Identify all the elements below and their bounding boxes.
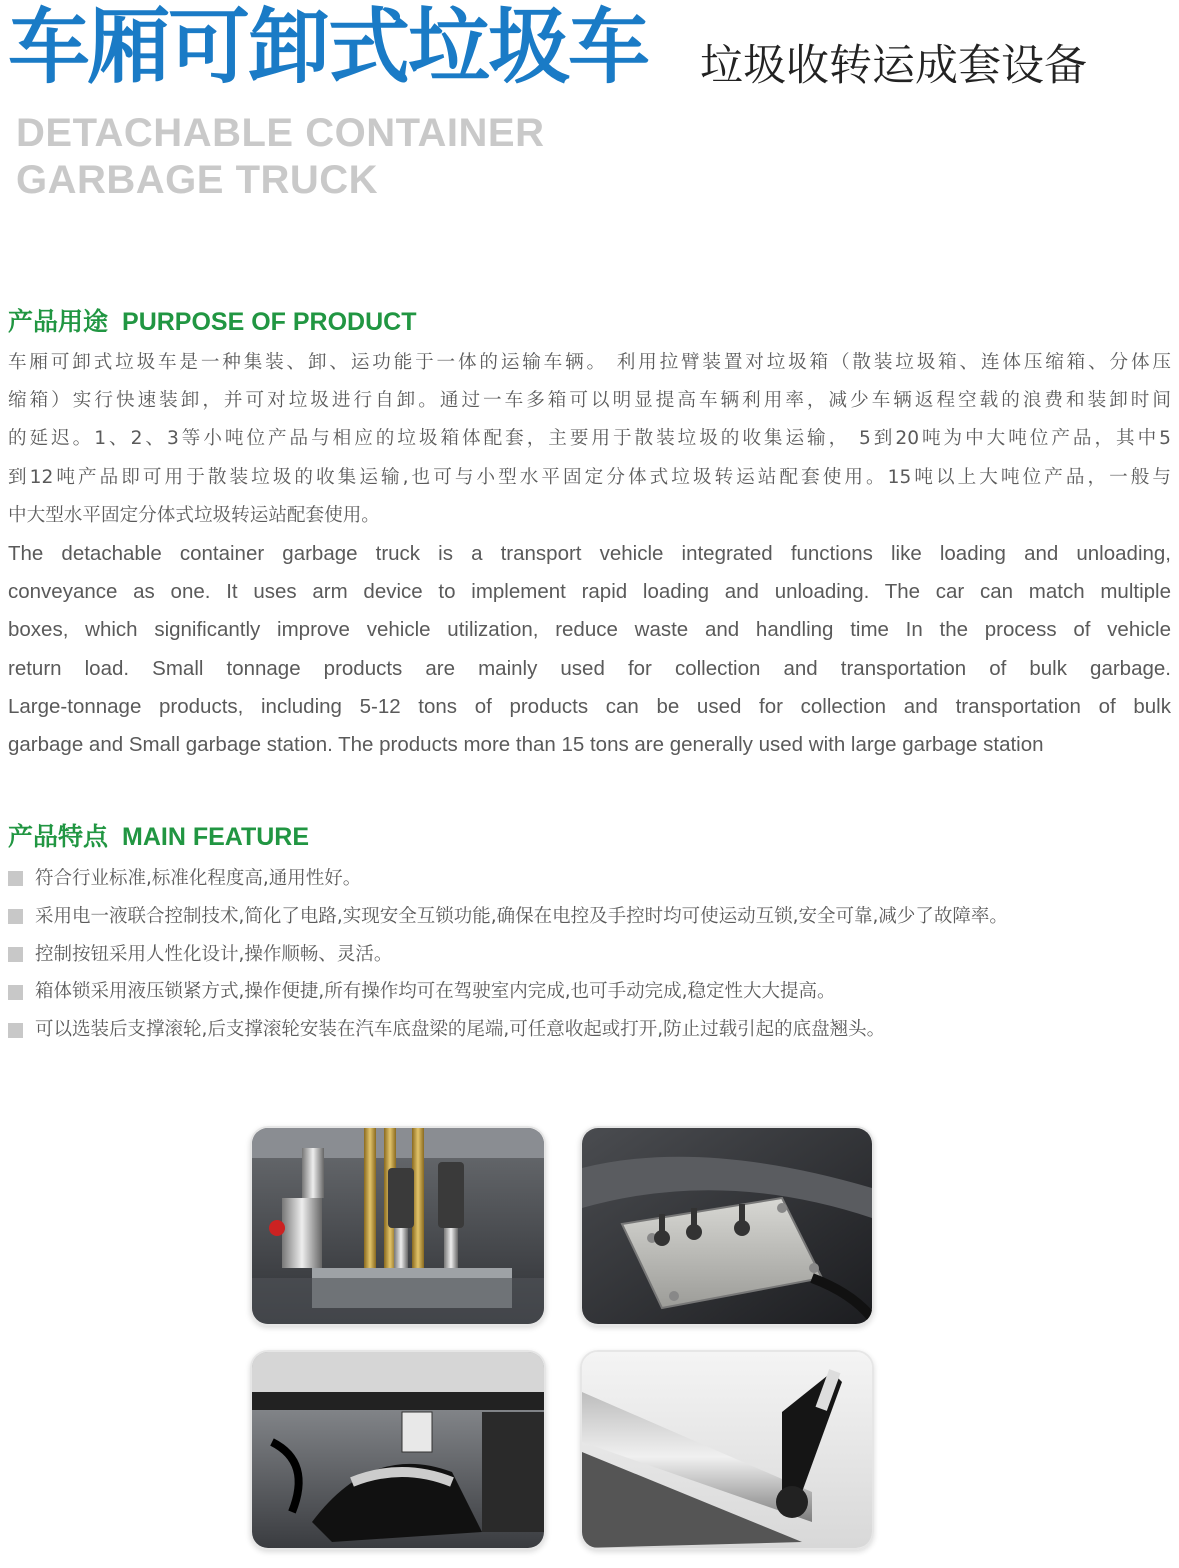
paragraph-line: 缩箱）实行快速装卸，并可对垃圾进行自卸。通过一车多箱可以明显提高车辆利用率，减少车辆返程空载的浪费和装卸时间 [8,390,1171,412]
english-title-line-1: DETACHABLE CONTAINER [16,111,545,155]
paragraph-line: 中大型水平固定分体式垃圾转运站配套使用。 [8,504,380,526]
paragraph-line: 的延迟。1、2、3等小吨位产品与相应的垃圾箱体配套，主要用于散装垃圾的收集运输， 5到20吨为中大吨位产品，其中5 [8,428,1171,450]
feature-heading-en: MAIN FEATURE [122,823,310,851]
feature-list [8,860,1008,1049]
list-item [8,898,1008,936]
purpose-heading [8,306,417,338]
page-title: 车厢可卸式垃圾车 [8,0,649,95]
list-item [8,1011,1008,1049]
paragraph-line: boxes, which significantly improve vehicle utilization, reduce waste and handling time In the process of vehicle [8,618,1171,642]
english-title-line-2: GARBAGE TRUCK [16,158,379,202]
purpose-text-en [8,535,1171,764]
square-bullet-icon [8,871,23,886]
paragraph-line: 车厢可卸式垃圾车是一种集装、卸、运功能于一体的运输车辆。 利用拉臂装置对垃圾箱（散装垃圾箱、连体压缩箱、分体压 [8,352,1171,373]
feature-heading-cn: 产品特点 [8,822,109,851]
control-switch-box-photo [580,1126,874,1326]
list-item [8,936,1008,974]
square-bullet-icon [8,909,23,924]
english-title [16,110,545,204]
list-item [8,860,1008,898]
square-bullet-icon [8,985,23,1000]
purpose-heading-en: PURPOSE OF PRODUCT [122,308,417,336]
paragraph-line: Large-tonnage products, including 5-12 tons of products can be used for collection and transportation of bulk [8,694,1171,718]
paragraph-line: conveyance as one. It uses arm device to implement rapid loading and unloading. The car can match multiple [8,580,1171,604]
square-bullet-icon [8,1023,23,1038]
feature-text: 控制按钮采用人性化设计,操作顺畅、灵活。 [35,943,393,965]
square-bullet-icon [8,947,23,962]
purpose-heading-cn: 产品用途 [8,307,109,336]
paragraph-line: The detachable container garbage truck is a transport vehicle integrated functions like loading and unloading, [8,542,1171,565]
list-item [8,973,1008,1011]
hydraulic-valve-photo [250,1126,546,1326]
purpose-text-cn [8,344,1171,535]
page-subtitle: 垃圾收转运成套设备 [700,41,1087,91]
feature-text: 采用电一液联合控制技术,简化了电路,实现安全互锁功能,确保在电控及手控时均可使运动互锁,安全可靠,减少了故障率。 [35,905,1008,927]
hydraulic-lock-photo [250,1350,546,1550]
feature-text: 箱体锁采用液压锁紧方式,操作便捷,所有操作均可在驾驶室内完成,也可手动完成,稳定性大大提高。 [35,981,836,1003]
support-roller-photo [580,1350,874,1550]
paragraph-line: return load. Small tonnage products are mainly used for collection and transportation of bulk garbage. [8,656,1171,680]
paragraph-line: 到12吨产品即可用于散装垃圾的收集运输,也可与小型水平固定分体式垃圾转运站配套使用。15吨以上大吨位产品，一般与 [8,466,1171,488]
feature-text: 可以选装后支撑滚轮,后支撑滚轮安装在汽车底盘梁的尾端,可任意收起或打开,防止过载引起的底盘翘头。 [35,1019,886,1041]
feature-heading [8,821,309,853]
feature-text: 符合行业标准,标准化程度高,通用性好。 [35,868,362,889]
paragraph-line: garbage and Small garbage station. The products more than 15 tons are generally used with large garbage station [8,733,1044,757]
